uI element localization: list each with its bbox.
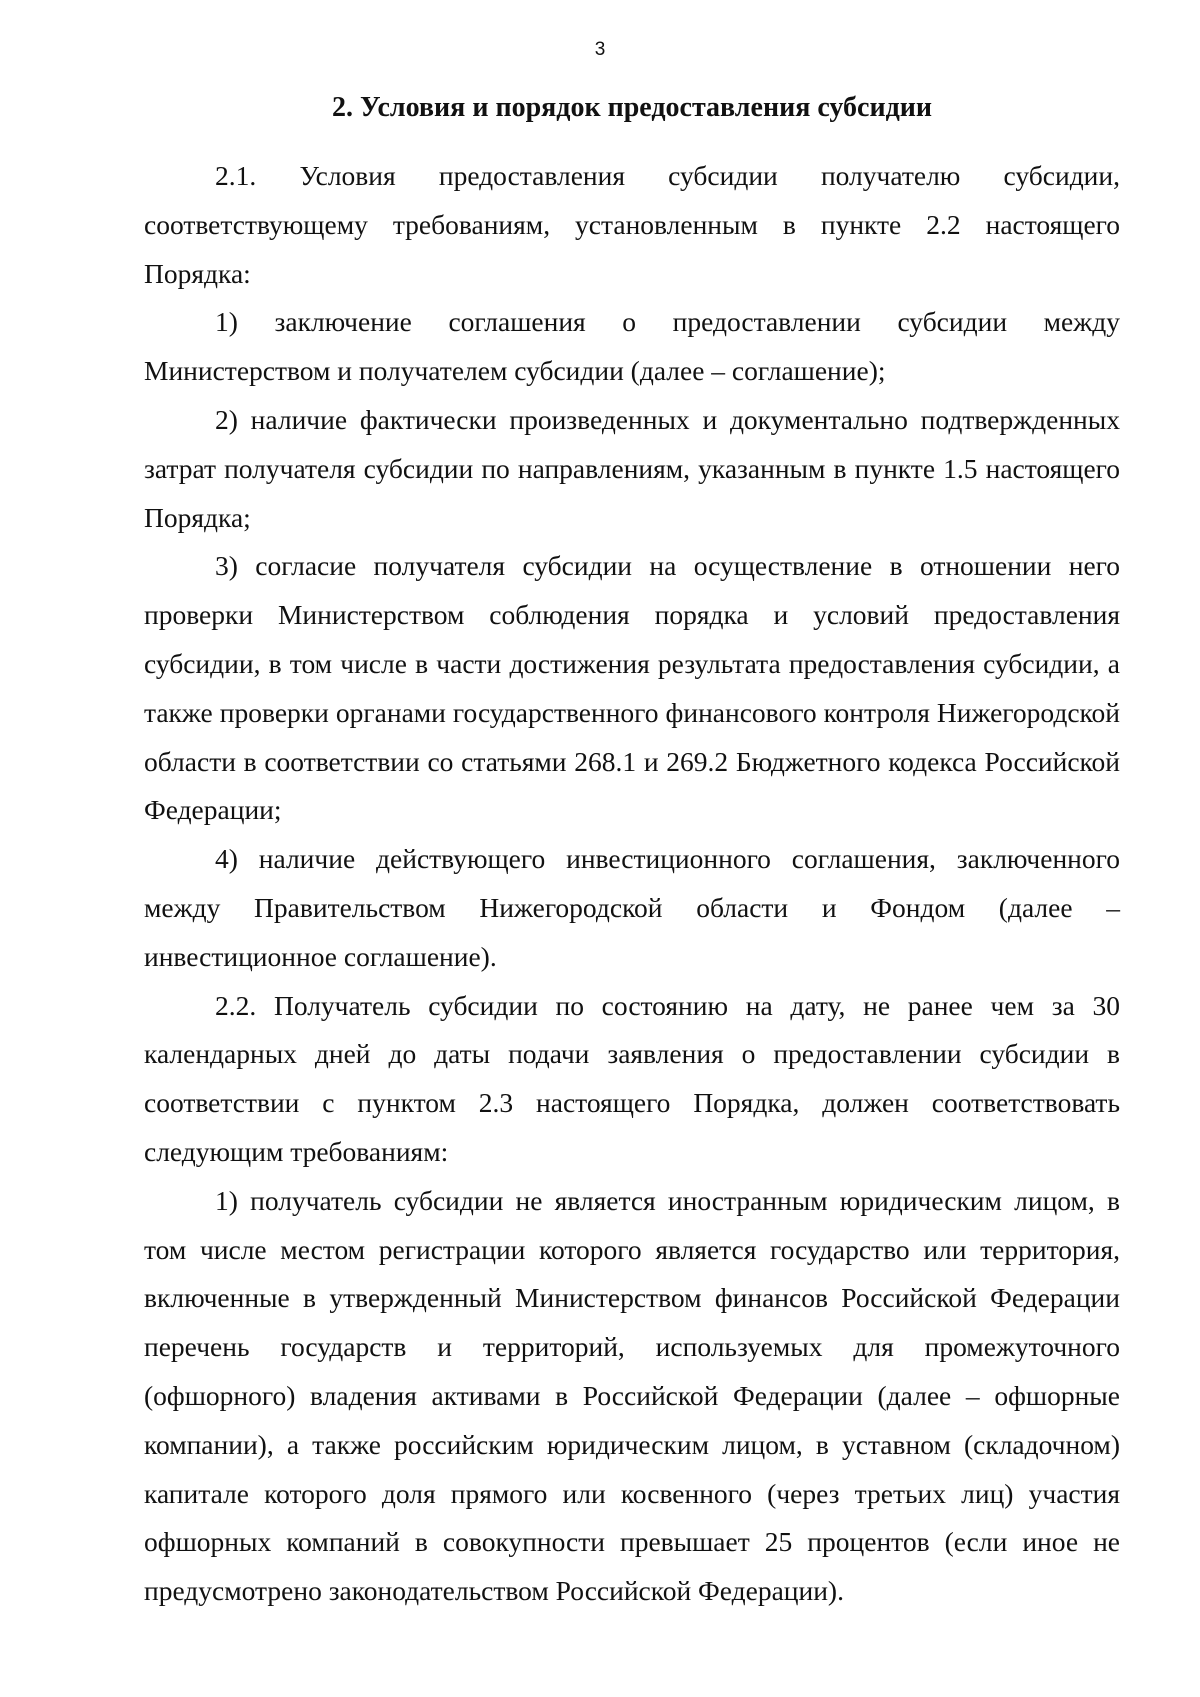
page-number: 3 xyxy=(594,39,606,60)
paragraph-condition-3: 3) согласие получателя субсидии на осуществление в отношении него проверки Министерством соблюдения порядка и условий предоставления субсидии, в том числе в части достижения результата предоставления субсидии, а также проверки органами государственного финансового контроля Нижегородской области в соответствии со статьями 268.1 и 269.2 Бюджетного кодекса Российской Федерации; xyxy=(144,550,1120,826)
paragraph-2-1: 2.1. Условия предоставления субсидии получателю субсидии, соответствующему требованиям, установленным в пункте 2.2 настоящего Порядка: xyxy=(144,160,1120,289)
paragraph-2-2: 2.2. Получатель субсидии по состоянию на дату, не ранее чем за 30 календарных дней до даты подачи заявления о предоставлении субсидии в соответствии с пунктом 2.3 настоящего Порядка, должен соответствовать следующим требованиям: xyxy=(144,989,1120,1167)
document-body xyxy=(144,152,1120,1616)
paragraph-condition-2: 2) наличие фактически произведенных и документально подтвержденных затрат получателя субсидии по направлениям, указанным в пункте 1.5 настоящего Порядка; xyxy=(144,403,1120,533)
paragraph-condition-1: 1) заключение соглашения о предоставлении субсидии между Министерством и получателем субсидии (далее – соглашение); xyxy=(144,306,1120,387)
paragraph-requirement-1: 1) получатель субсидии не является иностранным юридическим лицом, в том числе местом регистрации которого является государство или территория, включенные в утвержденный Министерством финансов Российской Федерации перечень государств и территорий, используемых для промежуточного (офшорного) владения активами в Российской Федерации (далее – офшорные компании), а также российским юридическим лицом, в уставном (складочном) капитале которого доля прямого или косвенного (через третьих лиц) участия офшорных компаний в совокупности превышает 25 процентов (если иное не предусмотрено законодательством Российской Федерации). xyxy=(144,1184,1120,1607)
paragraph-condition-4: 4) наличие действующего инвестиционного соглашения, заключенного между Правительством Нижегородской области и Фондом (далее – инвестиционное соглашение). xyxy=(144,843,1120,972)
section-heading: 2. Условия и порядок предоставления субсидии xyxy=(331,92,933,123)
